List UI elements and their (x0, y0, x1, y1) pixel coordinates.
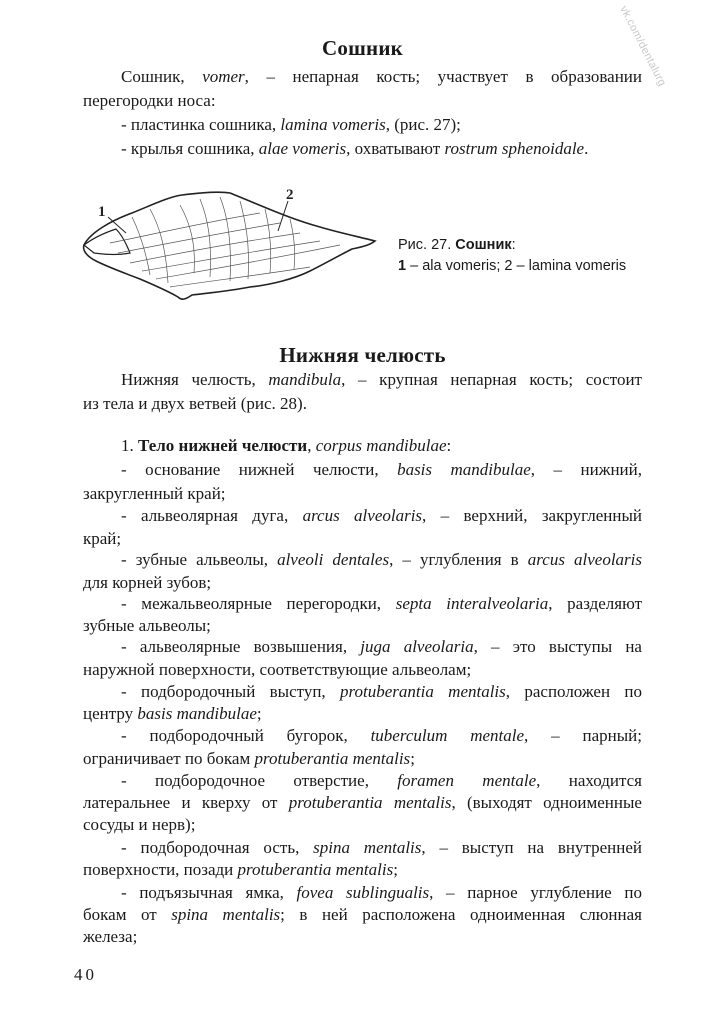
mandible-intro-line-2: из тела и двух ветвей (рис. 28). (83, 394, 307, 413)
vomer-intro-line-1: Сошник, vomer, – непарная кость; участвует в образовании (121, 67, 642, 86)
section-title-vomer: Сошник (322, 36, 403, 60)
item-foramen: - подбородочное отверстие, foramen mentale, находится (121, 771, 642, 790)
item-septa: - межальвеолярные перегородки, septa interalveolaria, разделяют (121, 594, 643, 613)
item-tuberculum: - подбородочный бугорок, tuberculum mentale, – парный; (121, 726, 642, 745)
item-protuberantia: - подбородочный выступ, protuberantia mentalis, расположен по (121, 682, 642, 701)
item-juga: - альвеолярные возвышения, juga alveolaria, – это выступы на (121, 637, 642, 656)
item-septa-cont: зубные альвеолы; (83, 616, 211, 635)
item-basis-cont: закругленный край; (83, 484, 226, 503)
vomer-item-alae: - крылья сошника, alae vomeris, охватывают rostrum sphenoidale. (121, 139, 589, 158)
page-number: 40 (74, 965, 97, 984)
item-protuberantia-cont: центру basis mandibulae; (83, 704, 262, 723)
vomer-bone-drawing (70, 183, 380, 303)
item-spina: - подбородочная ость, spina mentalis, – выступ на внутренней (121, 838, 642, 857)
item-foramen-cont: латеральнее и кверху от protuberantia mentalis, (выходят одноименные (83, 793, 642, 812)
mandible-intro-line-1: Нижняя челюсть, mandibula, – крупная непарная кость; состоит (121, 370, 642, 389)
item-fovea-cont-2: железа; (83, 927, 138, 946)
item-spina-cont: поверхности, позади protuberantia mentalis; (83, 860, 398, 879)
item-tuberculum-cont: ограничивает по бокам protuberantia mentalis; (83, 749, 415, 768)
figure-label-2: 2 (286, 187, 294, 203)
vomer-item-lamina: - пластинка сошника, lamina vomeris, (рис. 27); (121, 115, 461, 134)
item-arcus: - альвеолярная дуга, arcus alveolaris, – верхний, закругленный (121, 506, 642, 525)
item-fovea-cont: бокам от spina mentalis; в ней расположена одноименная слюнная (83, 905, 642, 924)
item-arcus-cont: край; (83, 529, 122, 548)
vomer-figure (70, 183, 380, 303)
item-basis: - основание нижней челюсти, basis mandibulae, – нижний, (121, 460, 642, 479)
caption-title-line: Рис. 27. Сошник: (398, 237, 516, 253)
item-fovea: - подъязычная ямка, fovea sublingualis, – парное углубление по (121, 883, 642, 902)
figure-label-1: 1 (98, 204, 106, 220)
item-juga-cont: наружной поверхности, соответствующие альвеолам; (83, 660, 472, 679)
mandible-body-heading: 1. Тело нижней челюсти, corpus mandibulae: (121, 436, 452, 455)
section-title-mandible: Нижняя челюсть (279, 343, 446, 367)
item-foramen-cont-2: сосуды и нерв); (83, 815, 196, 834)
caption-legend-line: 1 – ala vomeris; 2 – lamina vomeris (398, 258, 627, 274)
watermark: vk.com/dentalurg (617, 4, 669, 89)
figure-caption (398, 235, 626, 277)
vomer-intro-line-2: перегородки носа: (83, 91, 216, 110)
item-alveoli: - зубные альвеолы, alveoli dentales, – углубления в arcus alveolaris (121, 550, 643, 569)
item-alveoli-cont: для корней зубов; (83, 573, 212, 592)
